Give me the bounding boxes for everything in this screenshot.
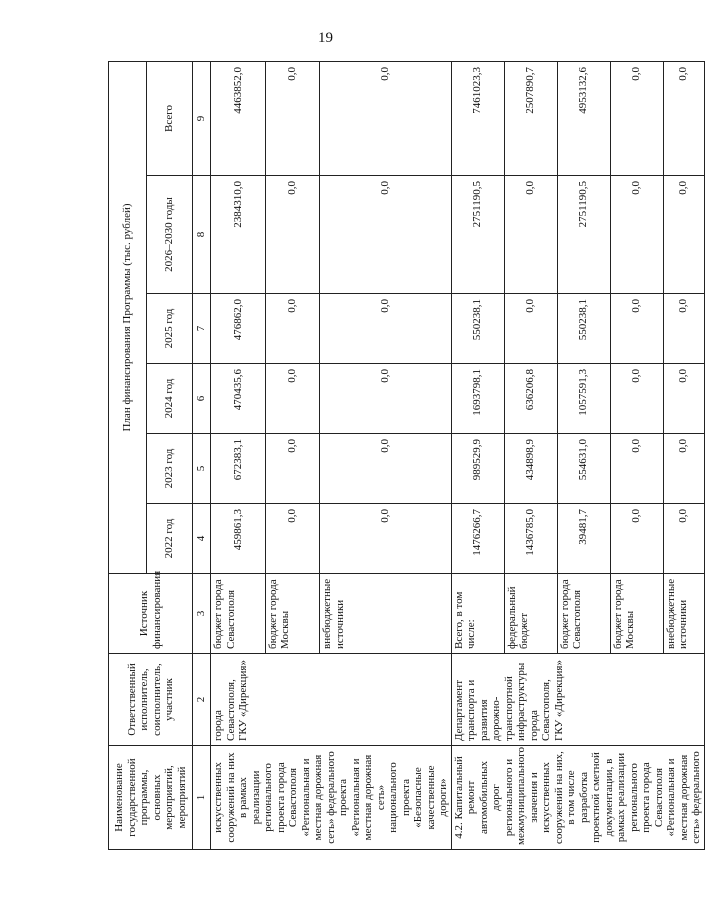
value-cell: 0,0 [320,364,451,434]
value-cell: 1693798,1 [451,364,504,434]
value-cell: 4463852,0 [211,61,266,175]
value-cell: 2751190,5 [557,176,610,294]
value-cell: 7461023,3 [451,61,504,175]
header-year-2022: 2022 год [147,504,193,574]
value-cell: 0,0 [663,364,704,434]
value-cell: 0,0 [663,294,704,364]
value-cell: 550238,1 [557,294,610,364]
value-cell: 0,0 [610,364,663,434]
value-cell: 2384310,0 [211,176,266,294]
value-cell: 0,0 [320,294,451,364]
table-row [211,61,266,849]
funding-source: внебюджетные источники [320,574,451,654]
value-cell: 0,0 [320,61,451,175]
value-cell: 0,0 [610,176,663,294]
value-cell: 0,0 [265,364,320,434]
financing-table [108,61,705,850]
value-cell: 0,0 [610,61,663,175]
col-index: 1 [193,746,211,850]
value-cell: 0,0 [504,176,557,294]
col-index: 4 [193,504,211,574]
value-cell: 459861,3 [211,504,266,574]
col-index: 7 [193,294,211,364]
value-cell: 0,0 [610,434,663,504]
value-cell: 470435,6 [211,364,266,434]
rotated-table-area [108,62,702,850]
value-cell: 1057591,3 [557,364,610,434]
value-cell: 4953132,6 [557,61,610,175]
measure-name: 4.2. Капитальный ремонт автомобильных дорог регионального и межмуниципального значения и искусственных сооружений на них, в том числе разработка проектной сметной документации, в рамках реализации регионального проекта города Севастополя «Региональная и местная дорожная сеть» федерального [451,746,704,850]
header-total: Всего [147,61,193,175]
value-cell: 1436785,0 [504,504,557,574]
value-cell: 1476266,7 [451,504,504,574]
value-cell: 0,0 [663,61,704,175]
measure-executor: Департамент транспорта и развития дорожно-транспортной инфраструктуры города Севастополя, ГКУ «Дирекция» [451,654,704,746]
header-year-2024: 2024 год [147,364,193,434]
funding-source: Всего, в том числе: [451,574,504,654]
header-name: Наименование государственной программы, основных мероприятий, мероприятий [109,746,193,850]
value-cell: 0,0 [610,504,663,574]
funding-source: бюджет города Москвы [265,574,320,654]
col-index: 8 [193,176,211,294]
value-cell: 554631,0 [557,434,610,504]
value-cell: 0,0 [663,176,704,294]
value-cell: 0,0 [320,434,451,504]
funding-source: бюджет города Севастополя [557,574,610,654]
value-cell: 434898,9 [504,434,557,504]
value-cell: 2751190,5 [451,176,504,294]
funding-source: бюджет города Севастополя [211,574,266,654]
value-cell: 0,0 [320,504,451,574]
header-year-2025: 2025 год [147,294,193,364]
value-cell: 0,0 [265,294,320,364]
value-cell: 2507890,7 [504,61,557,175]
header-plan: План финансирования Программы (тыс. рублей) [109,61,147,573]
value-cell: 39481,7 [557,504,610,574]
value-cell: 989529,9 [451,434,504,504]
header-year-2023: 2023 год [147,434,193,504]
value-cell: 0,0 [320,176,451,294]
value-cell: 0,0 [663,504,704,574]
value-cell: 0,0 [610,294,663,364]
value-cell: 0,0 [663,434,704,504]
col-index: 6 [193,364,211,434]
value-cell: 0,0 [265,434,320,504]
header-year-2026-2030: 2026–2030 годы [147,176,193,294]
value-cell: 0,0 [504,294,557,364]
funding-source: бюджет города Москвы [610,574,663,654]
table-row [451,61,504,849]
col-index: 3 [193,574,211,654]
measure-name: искусственных сооружений на них в рамках реализации регионального проекта города Севастополя «Региональная и местная дорожная сеть» федерального проекта «Региональная и местная дорожная сеть» национального проекта «Безопасные качественные дороги» [211,746,452,850]
value-cell: 476862,0 [211,294,266,364]
value-cell: 636206,8 [504,364,557,434]
value-cell: 0,0 [265,176,320,294]
measure-executor: города Севастополя, ГКУ «Дирекция» [211,654,452,746]
value-cell: 672383,1 [211,434,266,504]
value-cell: 0,0 [265,61,320,175]
value-cell: 550238,1 [451,294,504,364]
funding-source: внебюджетные источники [663,574,704,654]
col-index: 2 [193,654,211,746]
header-executor: Ответственный исполнитель, соисполнитель, участник [109,654,193,746]
col-index: 9 [193,61,211,175]
header-source: Источник финансирования [109,574,193,654]
funding-source: федеральный бюджет [504,574,557,654]
value-cell: 0,0 [265,504,320,574]
page-number: 19 [318,30,333,46]
col-index: 5 [193,434,211,504]
